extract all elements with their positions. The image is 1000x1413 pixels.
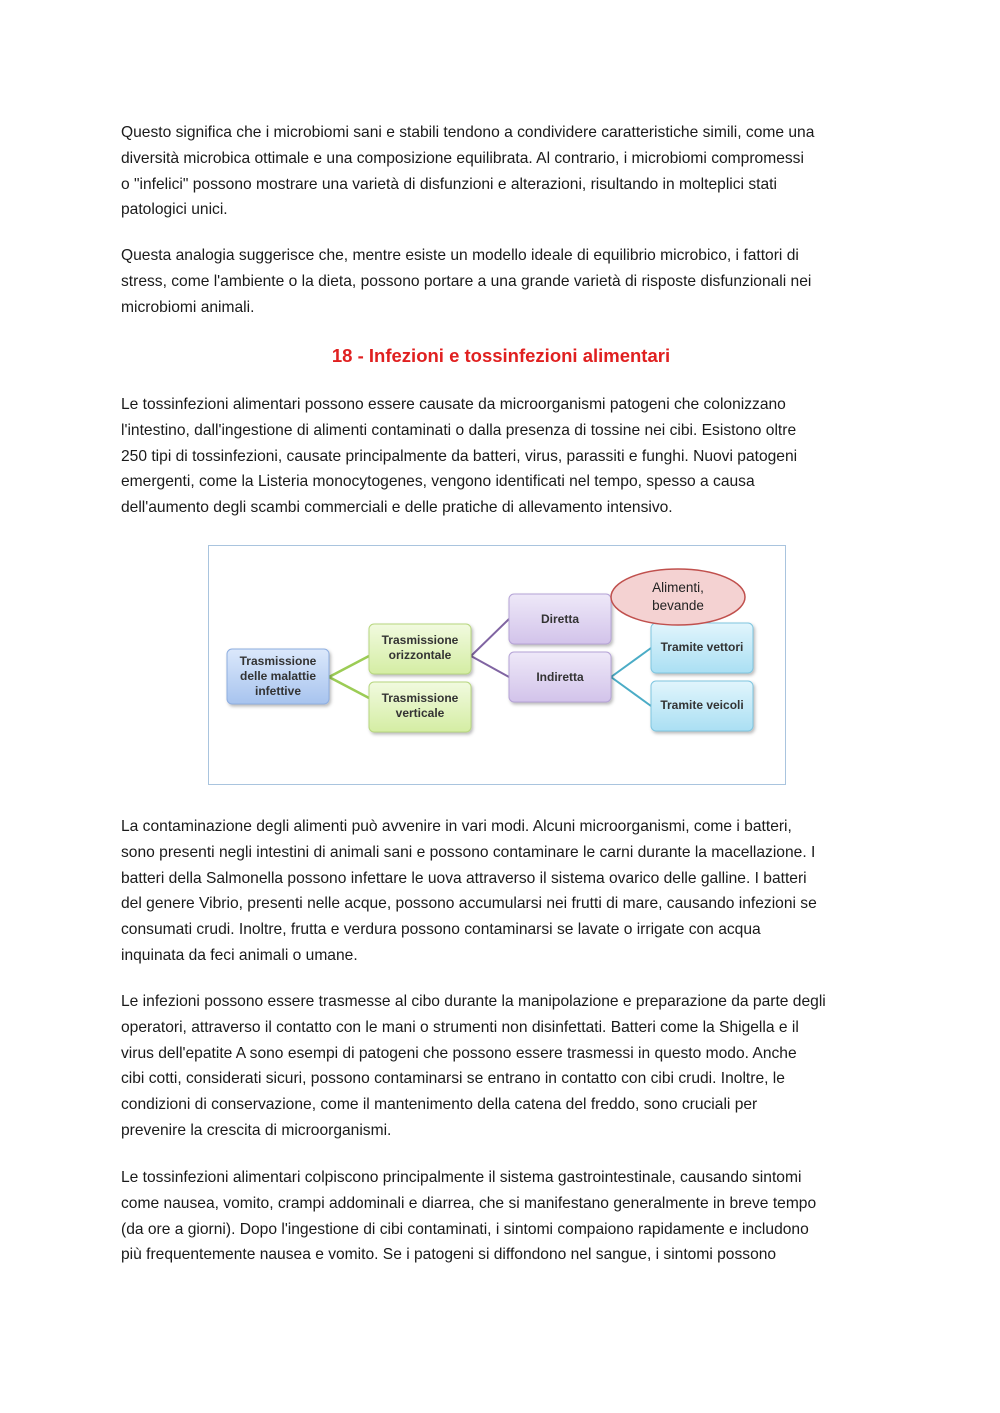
text-line: emergenti, come la Listeria monocytogenes, vengono identificati nel tempo, spesso a causa <box>121 473 755 491</box>
text-line: più frequentemente nausea e vomito. Se i patogeni si diffondono nel sangue, i sintomi possono <box>121 1246 777 1264</box>
ellipse-line-1: Alimenti, <box>652 580 704 595</box>
node-orizzontale-line-1: Trasmissione <box>381 633 459 647</box>
node-verticale-line-2: verticale <box>395 706 445 720</box>
ellipse-alimenti-bevande <box>611 569 745 625</box>
node-veicoli-label: Tramite veicoli <box>660 698 744 712</box>
text-line: l'intestino, dall'ingestione di alimenti contaminati o dalla presenza di tossine nei cibi. Esistono oltre <box>121 421 797 439</box>
text-line: virus dell'epatite A sono esempi di patogeni che possono essere trasmessi in questo modo. Anche <box>121 1044 797 1062</box>
node-indiretta-label: Indiretta <box>536 670 584 684</box>
text-line: sono presenti negli intestini di animali sani e possono contaminare le carni durante la macellazione. I <box>121 843 816 861</box>
connector-orizzontale-diretta <box>471 619 509 656</box>
node-tramite-veicoli <box>651 681 753 731</box>
text-line: microbiomi animali. <box>121 298 255 316</box>
text-line: condizioni di conservazione, come il mantenimento della catena del freddo, sono cruciali per <box>121 1096 758 1114</box>
text-line: o "infelici" possono mostrare una varietà di disfunzioni e alterazioni, risultando in molteplici stati <box>121 175 777 193</box>
connector-indiretta-vettori <box>611 648 651 677</box>
paragraph-1 <box>121 120 881 223</box>
text-line: prevenire la crescita di microorganismi. <box>121 1121 392 1139</box>
text-line: Le tossinfezioni alimentari possono essere causate da microorganismi patogeni che colonizzano <box>121 396 786 413</box>
node-root <box>227 649 329 704</box>
paragraph-2 <box>121 243 881 320</box>
paragraph-3 <box>121 392 881 521</box>
node-orizzontale-line-2: orizzontale <box>388 648 452 662</box>
node-vettori-label: Tramite vettori <box>660 640 744 654</box>
text-line: stress, come l'ambiente o la dieta, possono portare a una grande varietà di risposte disfunzionali nei <box>121 272 812 290</box>
node-verticale-line-1: Trasmissione <box>381 691 459 705</box>
node-diretta-label: Diretta <box>540 612 580 626</box>
text-line: (da ore a giorni). Dopo l'ingestione di cibi contaminati, i sintomi compaiono rapidamente e includono <box>121 1220 809 1238</box>
text-line: consumati crudi. Inoltre, frutta e verdura possono contaminarsi se lavate o irrigate con acqua <box>121 921 761 939</box>
diagram-svg <box>209 546 784 783</box>
ellipse-line-2: bevande <box>652 598 704 613</box>
text-line: operatori, attraverso il contatto con le mani o strumenti non disinfettati. Batteri come la Shigella e il <box>121 1018 799 1036</box>
node-root-line-3: infettive <box>254 684 302 698</box>
node-trasmissione-orizzontale <box>369 624 471 674</box>
text-line: Le infezioni possono essere trasmesse al cibo durante la manipolazione e preparazione da parte degli <box>121 993 826 1010</box>
node-root-line-1: Trasmissione <box>239 654 317 668</box>
text-line: dell'aumento degli scambi commerciali e delle pratiche di allevamento intensivo. <box>121 499 673 517</box>
text-line: batteri della Salmonella possono infettare le uova attraverso il sistema ovarico delle galline. I batteri <box>121 869 807 887</box>
node-root-line-2: delle malattie <box>239 669 317 683</box>
text-line: La contaminazione degli alimenti può avvenire in vari modi. Alcuni microorganismi, come i batteri, <box>121 818 792 835</box>
text-line: Le tossinfezioni alimentari colpiscono principalmente il sistema gastrointestinale, causando sintomi <box>121 1169 802 1186</box>
connector-indiretta-veicoli <box>611 677 651 706</box>
text-line: Questo significa che i microbiomi sani e stabili tendono a condividere caratteristiche simili, come una <box>121 124 815 141</box>
node-trasmissione-verticale <box>369 682 471 732</box>
node-diretta <box>509 594 611 644</box>
text-line: patologici unici. <box>121 201 228 219</box>
connector-root-verticale <box>329 677 369 698</box>
text-line: Questa analogia suggerisce che, mentre esiste un modello ideale di equilibrio microbico, i fattori di <box>121 247 799 264</box>
connector-root-orizzontale <box>329 656 369 677</box>
text-line: diversità microbica ottimale e una composizione equilibrata. Al contrario, i microbiomi compromessi <box>121 149 804 167</box>
paragraph-6 <box>121 1165 881 1268</box>
node-indiretta <box>509 652 611 702</box>
transmission-diagram <box>208 545 786 785</box>
paragraph-5 <box>121 989 881 1144</box>
text-line: inquinata da feci animali o umane. <box>121 946 358 964</box>
text-line: 250 tipi di tossinfezioni, causate principalmente da batteri, virus, parassiti e funghi. Nuovi patogeni <box>121 447 798 465</box>
text-line: come nausea, vomito, crampi addominali e diarrea, che si manifestano generalmente in breve tempo <box>121 1194 817 1212</box>
text-line: del genere Vibrio, presenti nelle acque, possono accumularsi nei frutti di mare, causando infezioni se <box>121 895 817 913</box>
connector-orizzontale-indiretta <box>471 656 509 677</box>
text-line: cibi cotti, considerati sicuri, possono contaminarsi se entrano in contatto con cibi crudi. Inoltre, le <box>121 1070 785 1088</box>
section-heading: 18 - Infezioni e tossinfezioni alimentari <box>331 345 671 366</box>
node-tramite-vettori <box>651 623 753 673</box>
paragraph-4 <box>121 814 881 969</box>
